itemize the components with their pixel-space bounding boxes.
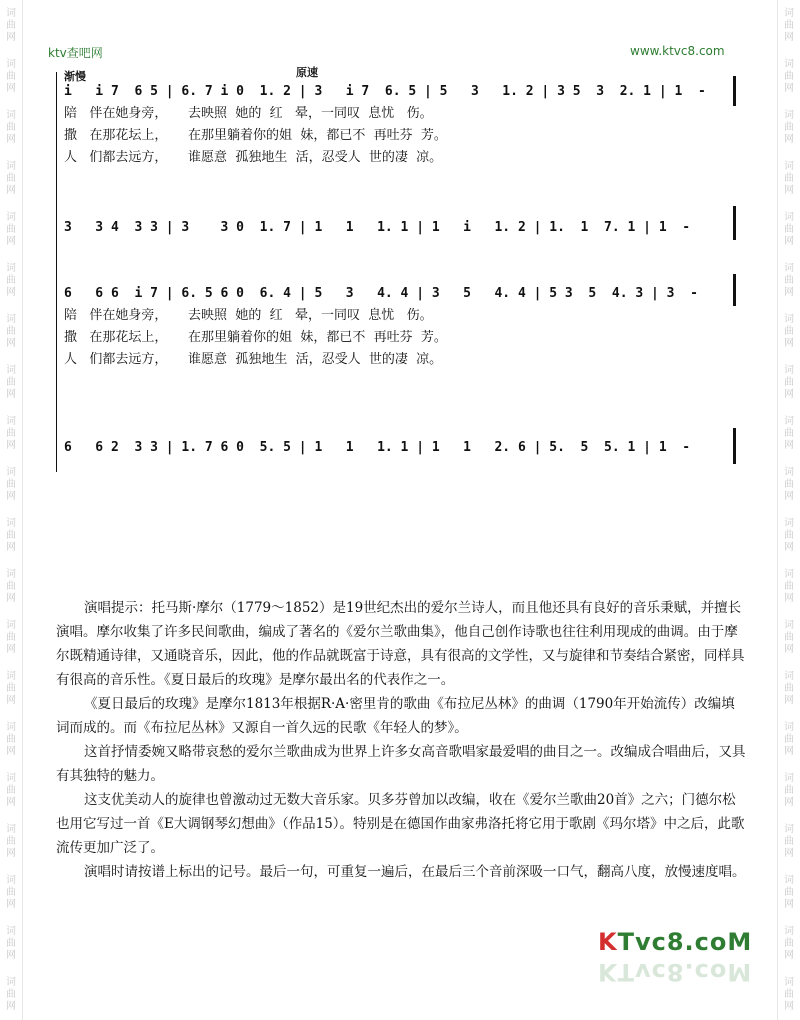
side-watermark: 词曲网 [784,925,794,961]
side-watermark: 词曲网 [6,721,16,757]
logo-reflection-text: Tvc8.coM [617,958,753,986]
side-watermark: 词曲网 [784,772,794,808]
side-watermark: 词曲网 [6,364,16,400]
final-barline [733,206,736,240]
logo-letter-k: K [598,928,618,956]
lyric-line-2: 撒 在那花坛上， 在那里躺着你的姐 妹，都已不 再吐芬 芳。 [64,330,447,345]
lyric-line-3: 人 们都去远方， 谁愿意 孤独地生 活，忍受人 世的凄 凉。 [64,150,443,165]
side-watermark: 词曲网 [784,619,794,655]
notes-line: i i 7 6 5 | 6. 7 i 0 1. 2 | 3 i 7 6. 5 | 5 3 1. 2 | 3 5 3 2. 1 | 1 - [64,84,706,99]
left-watermark-strip [0,0,23,1020]
final-barline [733,428,736,464]
side-watermark: 词曲网 [6,415,16,451]
notes-line: 3 3 4 3 3 | 3 3 0 1. 7 | 1 1 1. 1 | 1 i 1. 2 | 1. 1 7. 1 | 1 - [64,220,691,235]
tempo-marking-a-tempo: 原速 [296,66,318,79]
performance-notes [56,596,746,884]
side-watermark: 词曲网 [6,109,16,145]
side-watermark: 词曲网 [784,466,794,502]
music-score [56,58,746,478]
side-watermark: 词曲网 [6,925,16,961]
side-watermark: 词曲网 [784,58,794,94]
score-system-3 [64,286,746,370]
logo-text: Tvc8.coM [617,928,753,956]
notes-paragraph-2: 《夏日最后的玫瑰》是摩尔1813年根据R·A·密里肯的歌曲《布拉尼丛林》的曲调（1790年开始流传）改编填词而成的。而《布拉尼丛林》又源自一首久远的民歌《年轻人的梦》。 [56,696,735,736]
side-watermark: 词曲网 [6,313,16,349]
side-watermark: 词曲网 [6,7,16,43]
side-watermark: 词曲网 [6,823,16,859]
side-watermark: 词曲网 [6,772,16,808]
side-watermark: 词曲网 [6,517,16,553]
notes-paragraph-4: 这支优美动人的旋律也曾激动过无数大音乐家。贝多芬曾加以改编，收在《爱尔兰歌曲20首》之六；门德尔松也用它写过一首《E大调钢琴幻想曲》（作品15）。特别是在德国作曲家弗洛托将它用于歌剧《玛尔塔》中之后，此歌流传更加广泛了。 [56,792,745,856]
side-watermark: 词曲网 [6,58,16,94]
side-watermark: 词曲网 [784,568,794,604]
side-watermark: 词曲网 [6,466,16,502]
site-watermark-left: ktv查吧网 [48,46,103,60]
score-system-2 [64,220,746,238]
side-watermark: 词曲网 [784,415,794,451]
notes-paragraph-1: 演唱提示：托马斯·摩尔（1779～1852）是19世纪杰出的爱尔兰诗人，而且他还具有良好的音乐秉赋，并擅长演唱。摩尔收集了许多民间歌曲，编成了著名的《爱尔兰歌曲集》，他自己创作诗歌也往往利用现成的曲调。由于摩尔既精通诗律，又通晓音乐，因此，他的作品就既富于诗意，具有很高的文学性，又与旋律和节奏结合紧密，同样具有很高的音乐性。《夏日最后的玫瑰》是摩尔最出名的代表作之一。 [56,600,745,688]
side-watermark: 词曲网 [784,364,794,400]
side-watermark: 词曲网 [6,976,16,1012]
right-watermark-strip [777,0,800,1020]
site-watermark-right: www.ktvc8.com [630,44,725,58]
score-system-bracket [56,72,57,472]
lyric-line-2: 撒 在那花坛上， 在那里躺着你的姐 妹，都已不 再吐芬 芳。 [64,128,447,143]
side-watermark: 词曲网 [784,976,794,1012]
notes-line: 6 6 2 3 3 | 1. 7 6 0 5. 5 | 1 1 1. 1 | 1 1 2. 6 | 5. 5 5. 1 | 1 - [64,440,691,455]
side-watermark: 词曲网 [784,721,794,757]
notes-paragraph-3: 这首抒情委婉又略带哀愁的爱尔兰歌曲成为世界上许多女高音歌唱家最爱唱的曲目之一。改编成合唱曲后，又具有其独特的魅力。 [56,744,746,784]
side-watermark: 词曲网 [6,568,16,604]
side-watermark: 词曲网 [784,670,794,706]
score-system-1 [64,84,746,168]
side-watermark: 词曲网 [784,874,794,910]
lyric-line-1: 陪 伴在她身旁， 去映照 她的 红 晕，一同叹 息忧 伤。 [64,308,433,323]
side-watermark: 词曲网 [6,160,16,196]
logo-reflection-k: K [598,958,618,986]
final-barline [733,274,736,306]
notes-line: 6 6 6 i 7 | 6. 5 6 0 6. 4 | 5 3 4. 4 | 3 5 4. 4 | 5 3 5 4. 3 | 3 - [64,286,698,301]
side-watermark: 词曲网 [6,211,16,247]
tempo-marking-rit: 渐慢 [64,70,86,83]
lyric-line-3: 人 们都去远方， 谁愿意 孤独地生 活，忍受人 世的凄 凉。 [64,352,443,367]
side-watermark: 词曲网 [784,517,794,553]
side-watermark: 词曲网 [784,262,794,298]
logo-reflection [598,956,753,986]
side-watermark: 词曲网 [784,7,794,43]
side-watermark: 词曲网 [6,262,16,298]
side-watermark: 词曲网 [6,874,16,910]
side-watermark: 词曲网 [784,160,794,196]
notes-paragraph-5: 演唱时请按谱上标出的记号。最后一句，可重复一遍后，在最后三个音前深吸一口气，翻高八度，放慢速度唱。 [84,864,746,880]
lyric-line-1: 陪 伴在她身旁， 去映照 她的 红 晕，一同叹 息忧 伤。 [64,106,433,121]
side-watermark: 词曲网 [784,211,794,247]
side-watermark: 词曲网 [784,109,794,145]
final-barline [733,76,736,106]
side-watermark: 词曲网 [784,313,794,349]
side-watermark: 词曲网 [784,823,794,859]
side-watermark: 词曲网 [6,619,16,655]
side-watermark: 词曲网 [6,670,16,706]
score-system-4 [64,440,746,458]
